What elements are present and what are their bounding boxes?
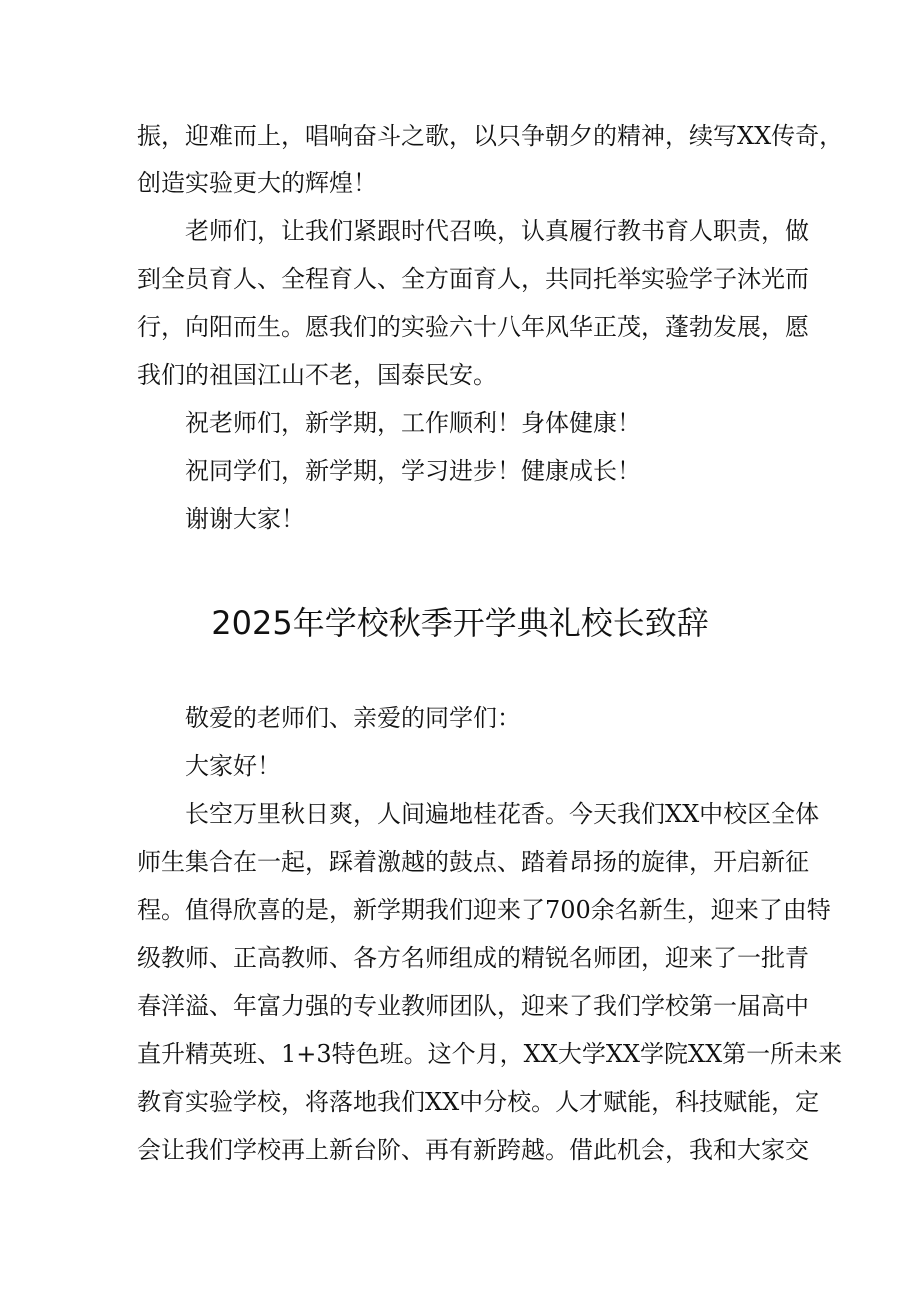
body-line-6: 直升精英班、1+3特色班。这个月，XX大学XX学院XX第一所未来 (137, 1040, 843, 1068)
greeting: 大家好！ (185, 752, 281, 780)
paragraph-2-line-2: 到全员育人、全程育人、全方面育人，共同托举实验学子沐光而 (137, 265, 809, 293)
wish-students: 祝同学们，新学期，学习进步！健康成长！ (185, 457, 641, 485)
body-line-4: 级教师、正高教师、各方名师组成的精锐名师团，迎来了一批青 (137, 944, 809, 972)
body-line-5: 春洋溢、年富力强的专业教师团队，迎来了我们学校第一届高中 (137, 992, 809, 1020)
salutation: 敬爱的老师们、亲爱的同学们： (185, 704, 521, 732)
body-line-3: 程。值得欣喜的是，新学期我们迎来了700余名新生，迎来了由特 (137, 896, 831, 924)
paragraph-1-line-2: 创造实验更大的辉煌！ (137, 169, 377, 197)
paragraph-2-line-3: 行，向阳而生。愿我们的实验六十八年风华正茂，蓬勃发展，愿 (137, 313, 809, 341)
paragraph-2-line-4: 我们的祖国江山不老，国泰民安。 (137, 361, 497, 389)
body-line-7: 教育实验学校，将落地我们XX中分校。人才赋能，科技赋能，定 (137, 1088, 820, 1116)
wish-teachers: 祝老师们，新学期，工作顺利！身体健康！ (185, 409, 641, 437)
body-line-1: 长空万里秋日爽，人间遍地桂花香。今天我们XX中校区全体 (185, 800, 820, 828)
body-line-2: 师生集合在一起，踩着激越的鼓点、踏着昂扬的旋律，开启新征 (137, 848, 809, 876)
body-line-8: 会让我们学校再上新台阶、再有新跨越。借此机会，我和大家交 (137, 1136, 809, 1164)
paragraph-2-line-1: 老师们，让我们紧跟时代召唤，认真履行教书育人职责，做 (185, 217, 809, 245)
paragraph-1-line-1: 振，迎难而上，唱响奋斗之歌，以只争朝夕的精神，续写XX传奇， (137, 122, 844, 150)
speech-title: 2025年学校秋季开学典礼校长致辞 (211, 604, 709, 642)
thanks-line: 谢谢大家！ (185, 505, 305, 533)
